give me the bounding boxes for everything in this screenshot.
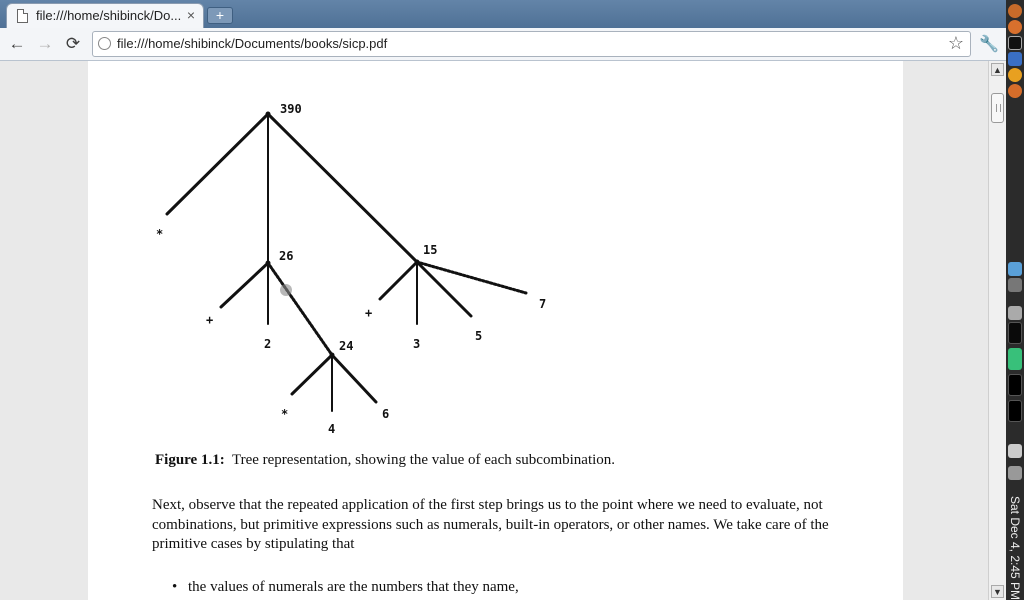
label-2: 2 — [264, 337, 272, 351]
edge-26-plus — [221, 263, 268, 307]
clock[interactable]: Sat Dec 4, 2:45 PM — [1008, 496, 1022, 600]
cpu-monitor-icon — [1008, 322, 1022, 344]
forward-button[interactable]: → — [36, 34, 54, 53]
address-bar[interactable] — [92, 31, 971, 57]
bookmark-star-icon[interactable]: ☆ — [947, 33, 964, 53]
signal-icon[interactable] — [1008, 278, 1022, 292]
page-info-icon[interactable] — [98, 37, 111, 50]
wrench-menu-icon[interactable]: 🔧 — [979, 36, 999, 53]
pdf-viewport[interactable] — [0, 61, 988, 600]
edge-15-plus — [380, 262, 417, 299]
close-tab-icon[interactable]: × — [186, 7, 195, 23]
caption-label: Figure 1.1: — [155, 452, 225, 468]
scroll-up-button[interactable]: ▲ — [991, 63, 1004, 76]
edge-24-6 — [332, 355, 376, 402]
caption-text: Tree representation, showing the value of each subcombination. — [231, 452, 616, 468]
terminal-icon[interactable] — [1008, 36, 1022, 50]
node-26 — [266, 261, 271, 266]
edge-26-24 — [268, 263, 332, 355]
label-7: 7 — [539, 297, 547, 311]
network-icon[interactable] — [1008, 306, 1022, 320]
dropbox-icon[interactable] — [1008, 262, 1022, 276]
body-paragraph: Next, observe that the repeated application of the first step brings us to the point where we need to evaluate, not combinations, but primitive expressions such as numerals, built-in operators, or other names. We take care of the primitive cases by stipulating that — [152, 497, 829, 552]
label-4: 4 — [328, 422, 336, 436]
label-6: 6 — [382, 407, 390, 421]
back-button[interactable]: ← — [8, 34, 26, 53]
label-26: 26 — [279, 249, 294, 263]
app-icon-2[interactable] — [1008, 20, 1022, 34]
mouse-cursor-blur — [280, 284, 292, 296]
toolbar — [0, 28, 1006, 61]
scroll-down-button[interactable]: ▼ — [991, 585, 1004, 598]
document-icon — [17, 9, 28, 23]
label-3: 3 — [413, 337, 421, 351]
disk-monitor-icon — [1008, 400, 1022, 422]
tab-title: file:///home/shibinck/Do... — [36, 8, 182, 23]
edge-root-15 — [268, 114, 417, 262]
bullet-item — [172, 579, 519, 596]
label-star-1: * — [156, 227, 164, 241]
label-plus-1: + — [206, 313, 214, 327]
volume-icon[interactable] — [1008, 444, 1022, 458]
figure-caption — [155, 452, 615, 469]
pdf-page — [88, 61, 903, 600]
label-star-2: * — [281, 407, 289, 421]
network-monitor-icon — [1008, 374, 1022, 396]
tab-strip — [0, 0, 1006, 28]
node-24 — [330, 353, 335, 358]
memory-monitor-icon — [1008, 348, 1022, 370]
mail-icon[interactable] — [1008, 466, 1022, 480]
app-icon-1[interactable] — [1008, 4, 1022, 18]
system-panel — [1006, 0, 1024, 600]
bullet-text: the values of numerals are the numbers that they name, — [188, 579, 519, 595]
label-15: 15 — [423, 243, 438, 257]
node-15 — [415, 260, 420, 265]
label-24: 24 — [339, 339, 354, 353]
reload-button[interactable]: ⟳ — [65, 34, 81, 53]
new-tab-button[interactable]: + — [207, 7, 233, 24]
app-icon-3[interactable] — [1008, 84, 1022, 98]
scroll-thumb[interactable] — [991, 93, 1004, 123]
tab-sicp-pdf[interactable] — [6, 3, 204, 28]
label-plus-2: + — [365, 306, 373, 320]
edge-root-star — [167, 114, 268, 214]
label-390: 390 — [280, 102, 302, 116]
browser-icon[interactable] — [1008, 52, 1022, 66]
vertical-scrollbar[interactable] — [988, 61, 1006, 600]
edge-24-star — [292, 355, 332, 394]
tree-diagram — [88, 61, 903, 441]
chrome-icon[interactable] — [1008, 68, 1022, 82]
label-5: 5 — [475, 329, 483, 343]
bullet-dot: • — [172, 579, 178, 595]
node-root — [266, 112, 271, 117]
url-text[interactable]: file:///home/shibinck/Documents/books/sicp.pdf — [117, 36, 388, 51]
